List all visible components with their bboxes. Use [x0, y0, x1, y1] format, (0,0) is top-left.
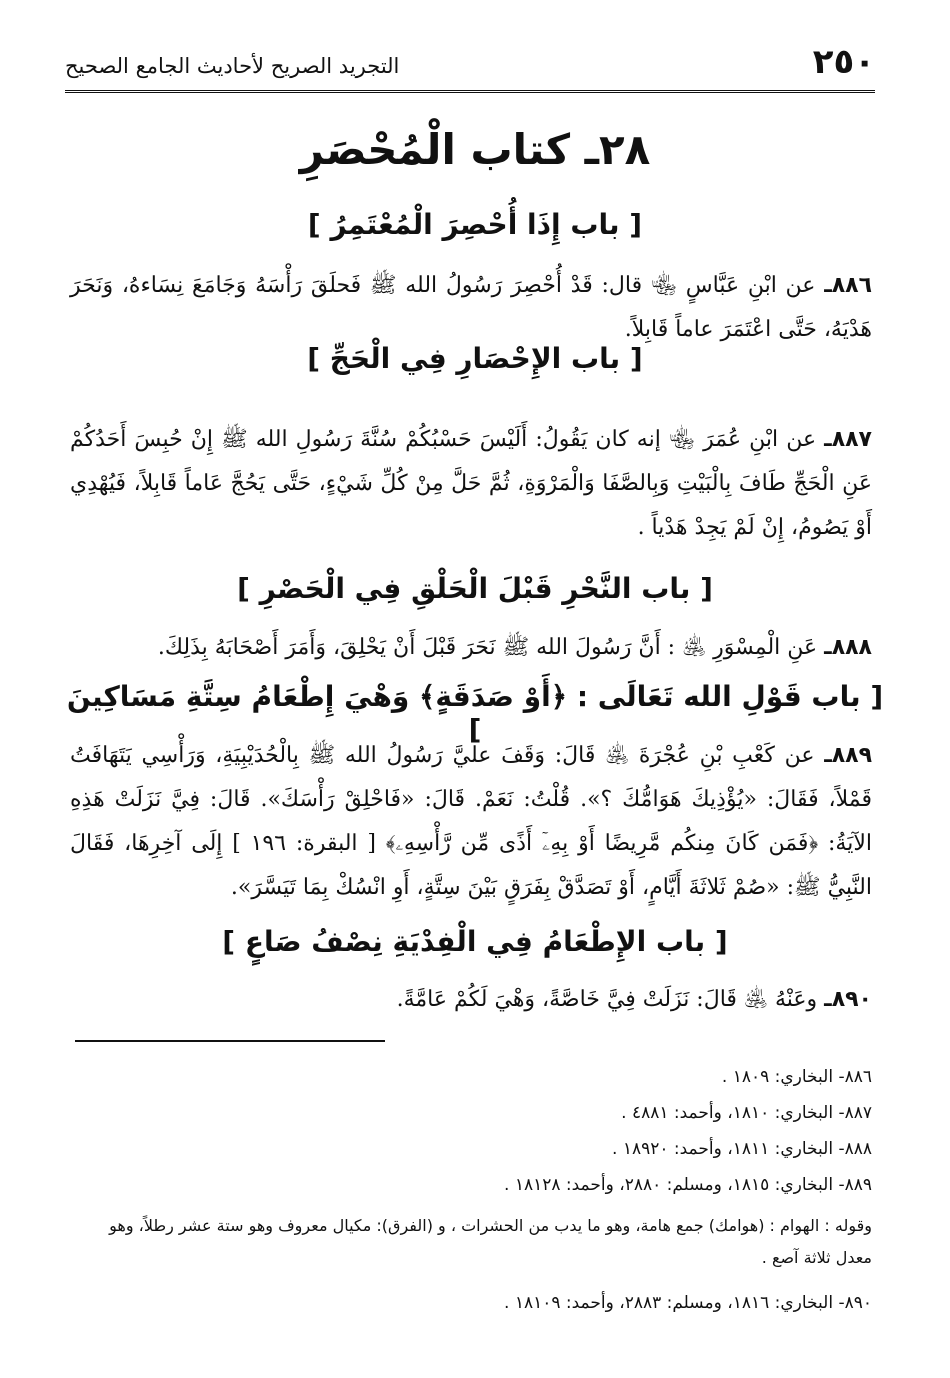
hadith-text: عن ابْنِ عُمَرَ ﵄ إنه كان يَقُولُ: أَلَيْسَ حَسْبُكُمْ سُنَّةَ رَسُولِ الله ﷺ إِنْ حُبِسَ أَحَدُكُمْ عَنِ الْحَجِّ طَافَ بِالْبَيْتِ وَبِالصَّفَا وَالْمَرْوَةِ، ثُمَّ حَلَّ مِنْ كُلِّ شَيْءٍ، حَتَّى يَحُجَّ عَاماً قَابِلاً، فَيُهْدِي أَوْ يَصُومُ، إِنْ لَمْ يَجِدْ هَدْياً .: [70, 427, 872, 540]
running-header: [65, 40, 875, 93]
hadith-text: عن ابْنِ عَبَّاسٍ ﵄ قال: قَدْ أُحْصِرَ رَسُولُ الله ﷺ فَحلَقَ رَأْسَهُ وَجَامَعَ نِسَاءهُ، وَنَحَرَ هَدْيَهُ، حَتَّى اعْتَمَرَ عاماً قَابِلاً.: [70, 273, 872, 342]
hadith-890: [70, 978, 872, 1022]
hadith-number: ٨٨٧ـ: [824, 427, 872, 452]
hadith-number: ٨٨٩ـ: [824, 743, 873, 768]
section-heading: [ باب إِذَا أُحْصِرَ الْمُعْتَمِرُ ]: [307, 208, 643, 241]
hadith-number: ٨٩٠ـ: [824, 987, 872, 1012]
hadith-number: ٨٨٦ـ: [824, 273, 873, 298]
section-heading: [ باب الإِحْصَارِ فِي الْحَجِّ ]: [307, 342, 643, 375]
footnote-gloss: وقوله : الهوام : (هوامك) جمع هامة، وهو ما يدب من الحشرات ، و (الفرق): مكيال معروف وهو ستة عشر رطلاً، وهو معدل ثلاثة آصع .: [109, 1216, 872, 1267]
footnote: ٨٩٠- البخاري: ١٨١٦، ومسلم: ٢٨٨٣، وأحمد: ١٨١٠٩ .: [504, 1293, 872, 1313]
section-heading: [ باب النَّحْرِ قَبْلَ الْحَلْقِ فِي الْحَصْرِ ]: [237, 572, 713, 605]
hadith-text: عن كَعْبِ بْنِ عُجْرَةَ ﵁ قَالَ: وَقَفَ عليَّ رَسُولُ الله ﷺ بِالْحُدَيْبِيَةِ، وَرَأْسِي يَتَهَافَتُ قَمْلاً، فَقَالَ: «يُؤْذِيكَ هَوَامُّكَ ؟». قُلْتُ: نَعَمْ. قَالَ: «فَاحْلِقْ رَأْسَكَ». قَالَ: فِيَّ نَزَلَتْ هَذِهِ الآيَةُ: ﴿فَمَن كَانَ مِنكُم مَّرِيضًا أَوْ بِهِۦٓ أَذًى مِّن رَّأْسِهِۦ﴾ [ البقرة: ١٩٦ ] إِلَى آخِرِهَا، فَقَالَ النَّبِيُّ ﷺ: «صُمْ ثَلاثَةَ أَيَّامٍ، أَوْ تَصَدَّقْ بِفَرَقٍ بَيْنَ سِتَّةٍ، أَوِ انْسُكْ بِمَا تَيَسَّرَ».: [70, 743, 872, 900]
hadith-886: [70, 264, 872, 352]
footnote: ٨٨٩- البخاري: ١٨١٥، ومسلم: ٢٨٨٠، وأحمد: ١٨١٢٨ .: [504, 1175, 872, 1195]
hadith-888: [70, 626, 872, 670]
section-heading: [ باب الإِطْعَامُ فِي الْفِدْيَةِ نِصْفُ صَاعٍ ]: [222, 925, 728, 958]
hadith-889: [70, 734, 872, 910]
chapter-title: ٢٨ـ كتاب الْمُحْصَرِ: [299, 125, 651, 174]
hadith-number: ٨٨٨ـ: [824, 635, 872, 660]
hadith-text: وعَنْهُ ﵁ قَالَ: نَزَلَتْ فِيَّ خَاصَّةً، وَهْيَ لَكُمْ عَامَّةً.: [396, 987, 818, 1012]
footnote: ٨٨٦- البخاري: ١٨٠٩ .: [721, 1067, 872, 1087]
footnote: ٨٨٧- البخاري: ١٨١٠، وأحمد: ٤٨٨١ .: [621, 1103, 872, 1123]
footnote-divider: [75, 1040, 385, 1042]
hadith-text: عَنِ الْمِسْوَرِ ﵁ : أَنَّ رَسُولَ الله ﷺ نَحَرَ قَبْلَ أَنْ يَحْلِقَ، وَأَمَرَ أَصْحَابَهُ بِذَلِكَ.: [157, 635, 818, 660]
hadith-887: [70, 418, 872, 550]
footnote: ٨٨٨- البخاري: ١٨١١، وأحمد: ١٨٩٢٠ .: [612, 1139, 872, 1159]
book-title: التجريد الصريح لأحاديث الجامع الصحيح: [65, 54, 400, 78]
section-heading: [ باب قَوْلِ الله تَعَالَى : ﴿أَوْ صَدَقَةٍ﴾ وَهْيَ إِطْعَامُ سِتَّةِ مَسَاكِينَ ]: [66, 680, 884, 746]
page-number: ٢٥٠: [812, 42, 875, 82]
